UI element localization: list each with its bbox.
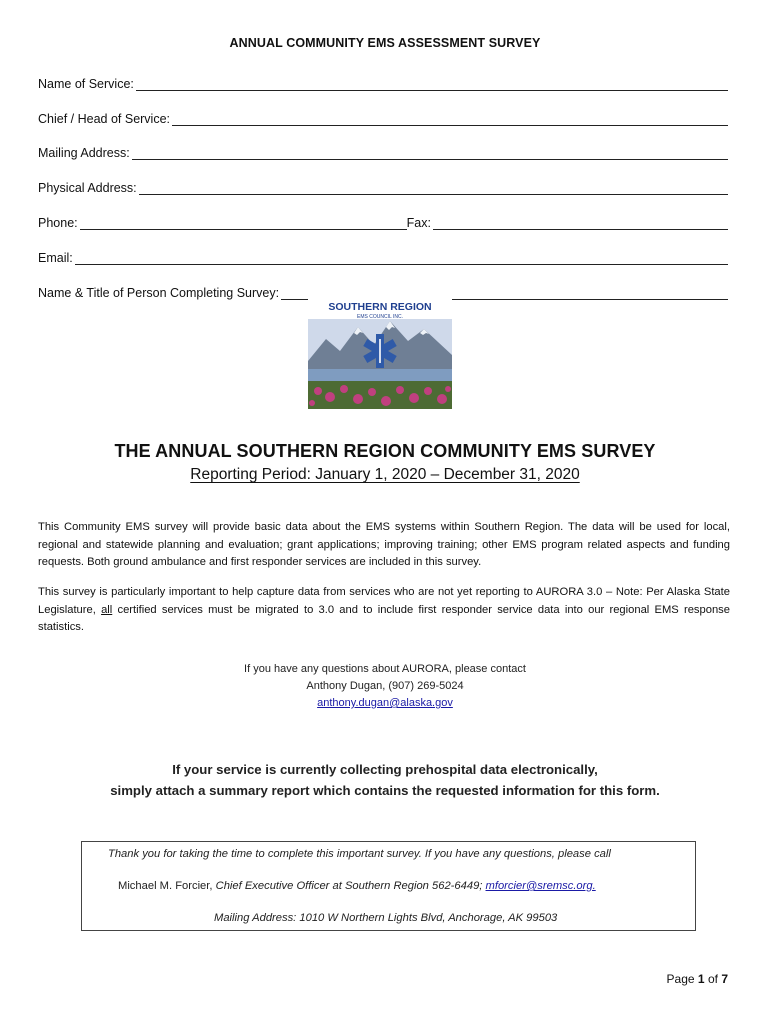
name-of-service-label: Name of Service: (38, 77, 134, 91)
logo-title: SOUTHERN REGION (328, 301, 432, 313)
electronic-note-line1: If your service is currently collecting prehospital data electronically, (172, 762, 598, 777)
reporting-period: Reporting Period: January 1, 2020 – December 31, 2020 (190, 466, 580, 483)
thanks-contact-role: Chief Executive Officer at Southern Region 562-6449; (215, 880, 483, 892)
thanks-mailing-address: Mailing Address: 1010 W Northern Lights Blvd, Anchorage, AK 99503 (214, 912, 558, 924)
name-of-service-line[interactable] (136, 76, 728, 91)
logo-subtitle: EMS COUNCIL INC. (357, 314, 403, 320)
emphasis-all: all (101, 603, 113, 616)
total-pages: 7 (721, 972, 728, 986)
thanks-contact-name: Michael M. Forcier, (118, 880, 213, 892)
survey-heading: THE ANNUAL SOUTHERN REGION COMMUNITY EMS SURVEY (114, 441, 656, 461)
person-completing-line[interactable] (281, 285, 728, 300)
thanks-email-link[interactable]: mforcier@sremsc.org. (485, 880, 596, 892)
email-field[interactable] (38, 247, 728, 265)
southern-region-logo (308, 299, 452, 409)
contact-intro: If you have any questions about AURORA, please contact (244, 663, 526, 675)
email-label: Email: (38, 251, 73, 265)
chief-head-line[interactable] (172, 111, 728, 126)
contact-name-phone: Anthony Dugan, (907) 269-5024 (306, 680, 464, 692)
importance-paragraph: This survey is particularly important to help capture data from services who are not yet reporting to AURORA 3.0 – Note: Per Alaska State Legislature, all certified services must be migrated to 3.0 and to include first responder service data into our regional EMS response statistics. (38, 586, 730, 633)
mailing-address-line[interactable] (132, 145, 728, 160)
thanks-contact-line (118, 880, 596, 892)
physical-address-field[interactable] (38, 177, 728, 195)
person-completing-label: Name & Title of Person Completing Survey: (38, 286, 280, 300)
person-completing-field[interactable] (38, 282, 728, 300)
fax-line[interactable] (433, 215, 728, 230)
phone-label: Phone: (38, 216, 78, 230)
contact-email-link[interactable]: anthony.dugan@alaska.gov (317, 697, 453, 709)
aurora-contact (0, 661, 770, 712)
phone-fax-row (38, 212, 728, 230)
name-of-service-field[interactable] (38, 73, 728, 91)
email-line[interactable] (75, 250, 728, 265)
page-number: Page 1 of 7 (666, 972, 728, 986)
thanks-text: Thank you for taking the time to complete this important survey. If you have any questions, please call (108, 848, 611, 860)
mailing-address-field[interactable] (38, 142, 728, 160)
chief-head-field[interactable] (38, 108, 728, 126)
thank-you-box (81, 841, 696, 931)
chief-head-label: Chief / Head of Service: (38, 112, 171, 126)
fax-label: Fax: (406, 216, 431, 230)
physical-address-label: Physical Address: (38, 181, 137, 195)
document-title: ANNUAL COMMUNITY EMS ASSESSMENT SURVEY (229, 36, 541, 50)
phone-line[interactable] (80, 215, 407, 230)
logo-image (308, 299, 452, 409)
intro-paragraph: This Community EMS survey will provide basic data about the EMS systems within Southern Region. The data will be used for local, regional and statewide planning and evaluation; grant applications; improving training; other EMS program related aspects and funding requests. Both ground ambulance and first responder services are included in this survey. (38, 521, 730, 568)
physical-address-line[interactable] (139, 180, 728, 195)
electronic-note-line2: simply attach a summary report which contains the requested information for this form. (110, 783, 660, 798)
mailing-address-label: Mailing Address: (38, 146, 130, 160)
current-page: 1 (697, 972, 705, 986)
logo-lake (308, 369, 452, 383)
